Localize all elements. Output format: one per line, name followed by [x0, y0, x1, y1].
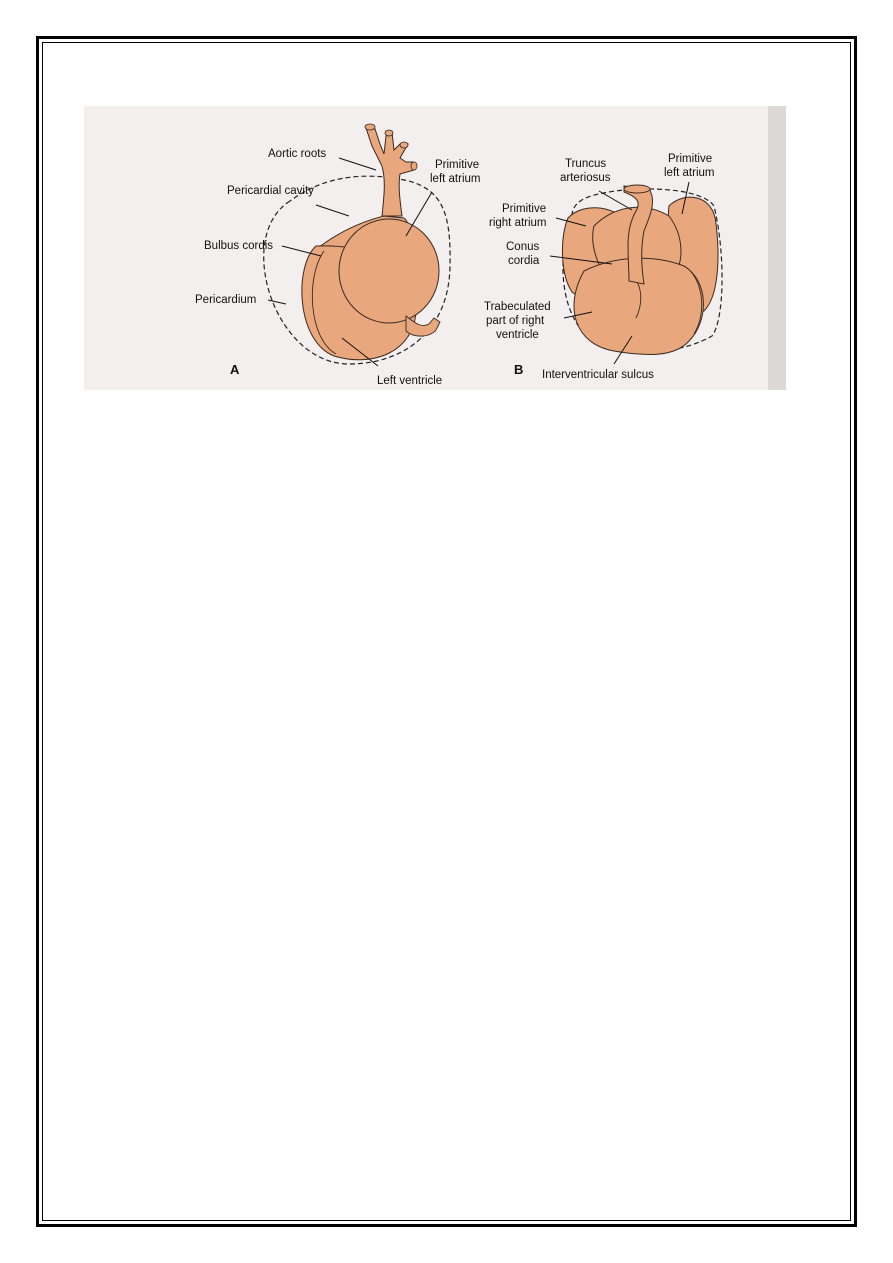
label-pericardium: Pericardium [195, 294, 257, 306]
panel-letter-b: B [514, 362, 524, 377]
label-trabeculated-line2: part of right [486, 315, 545, 327]
label-truncus-arteriosus-line2: arteriosus [560, 172, 611, 184]
label-primitive-left-atrium-a-line2: left atrium [430, 173, 481, 185]
label-primitive-left-atrium-b-line2: left atrium [664, 167, 715, 179]
heart-diagram-svg [84, 106, 786, 390]
label-conus-cordis-line1: Conus [506, 241, 540, 253]
label-trabeculated-line1: Trabeculated [484, 301, 551, 313]
label-aortic-roots: Aortic roots [268, 148, 327, 160]
label-primitive-left-atrium-b-line1: Primitive [668, 153, 713, 165]
primitive-left-atrium-shape-a [339, 219, 439, 323]
label-primitive-right-atrium-line1: Primitive [502, 203, 547, 215]
scan-page-edge [768, 106, 786, 390]
label-trabeculated-line3: ventricle [496, 329, 539, 341]
label-truncus-arteriosus-line1: Truncus [565, 158, 607, 170]
label-primitive-right-atrium-line2: right atrium [489, 217, 547, 229]
truncus-opening [624, 185, 650, 193]
label-bulbus-cordis: Bulbus cordis [204, 240, 274, 252]
label-interventricular-sulcus: Interventricular sulcus [542, 369, 654, 381]
panel-letter-a: A [230, 362, 240, 377]
label-left-ventricle: Left ventricle [377, 375, 443, 387]
label-conus-cordis-line2: cordia [508, 255, 540, 267]
label-primitive-left-atrium-a-line1: Primitive [435, 159, 480, 171]
heart-development-figure [84, 106, 786, 390]
label-pericardial-cavity: Pericardial cavity [227, 185, 314, 197]
